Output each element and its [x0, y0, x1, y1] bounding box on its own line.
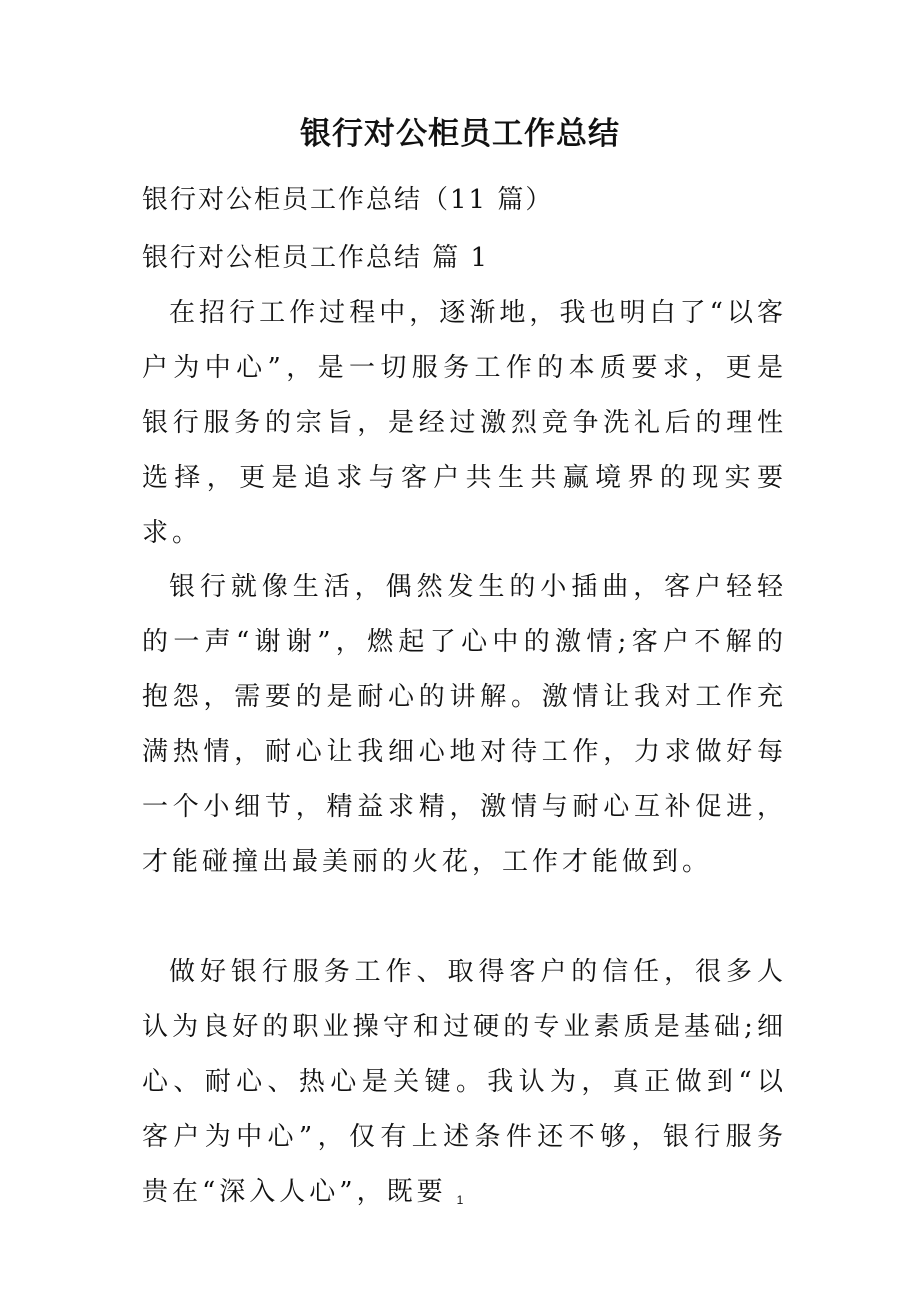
section-heading: 银行对公柜员工作总结 篇 1 [142, 243, 490, 273]
document-subtitle: 银行对公柜员工作总结（11 篇） [142, 185, 554, 215]
page-number: 1 [456, 1193, 464, 1207]
document-title: 银行对公柜员工作总结 [300, 116, 620, 152]
paragraph: 在招行工作过程中，逐渐地，我也明白了“以客户为中心”，是一切服务工作的本质要求，更是银行服务的宗旨，是经过激烈竞争洗礼后的理性选择，更是追求与客户共生共赢境界的现实要求。 [142, 298, 787, 548]
paragraph: 做好银行服务工作、取得客户的信任，很多人认为良好的职业操守和过硬的专业素质是基础;细心、耐心、热心是关键。我认为，真正做到“以客户为中心”，仅有上述条件还不够，银行服务贵在“深入人心”，既要 [142, 957, 787, 1207]
paragraph: 银行就像生活，偶然发生的小插曲，客户轻轻的一声“谢谢”，燃起了心中的激情;客户不解的抱怨，需要的是耐心的讲解。激情让我对工作充满热情，耐心让我细心地对待工作，力求做好每一个小细节，精益求精，激情与耐心互补促进，才能碰撞出最美丽的火花，工作才能做到。 [142, 572, 787, 877]
